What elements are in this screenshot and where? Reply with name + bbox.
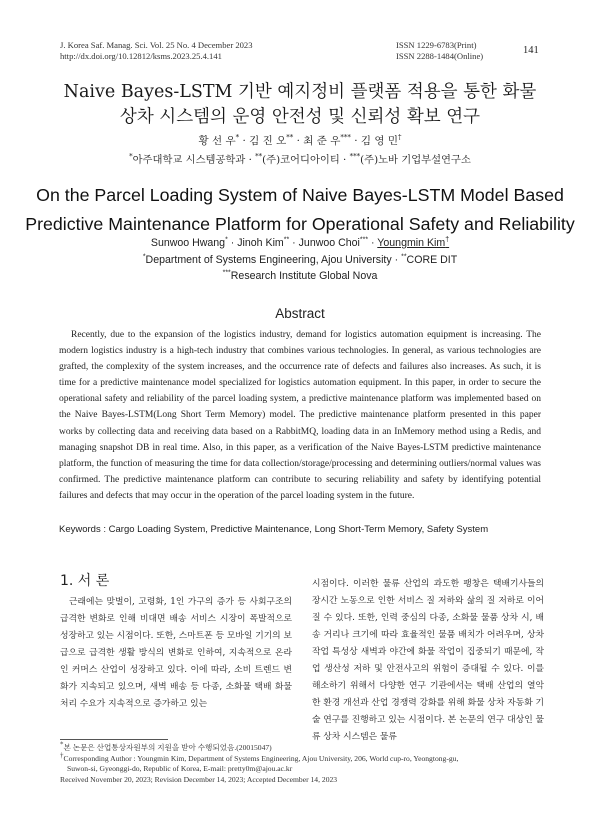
english-affiliation-2 xyxy=(0,270,600,282)
affiliation-text: (주)코어디아이티 · xyxy=(262,154,350,166)
footnote-text: Corresponding Author : Youngmin Kim, Department of Systems Engineering, Ajou University, 206, World cup-ro, Yeongtong-gu, xyxy=(63,753,459,763)
author-mark: * xyxy=(225,236,228,244)
affiliation-text: 아주대학교 시스템공학과 · xyxy=(132,154,256,166)
english-title-line2: Predictive Maintenance Platform for Operational Safety and Reliability xyxy=(25,214,575,234)
english-title-line1: On the Parcel Loading System of Naive Bayes-LSTM Model Based xyxy=(36,185,564,205)
affiliation-text: Department of Systems Engineering, Ajou University · xyxy=(145,254,402,266)
korean-affiliation xyxy=(0,151,600,166)
author-mark: ** xyxy=(283,236,290,244)
author-mark: *** xyxy=(359,236,369,244)
author-name: Youngmin Kim xyxy=(377,237,446,249)
author-mark: ** xyxy=(286,133,294,142)
issn-online: ISSN 2288-1484(Online) xyxy=(396,51,484,61)
korean-title xyxy=(0,80,600,130)
korean-title-line2: 상차 시스템의 운영 안전성 및 신뢰성 확보 연구 xyxy=(119,107,481,127)
body-right-column: 시점이다. 이러한 물류 산업의 과도한 팽창은 택배기사들의 장시간 노동으로 인한 서비스 질 저하와 삶의 질 저하로 이어질 수 있다. 또한, 인력 중심의 다종, 소화물 물품 상차 시, 배송 거리나 크기에 따라 효율적인 물품 배치가 어려우며, 상차작업 특성상 새벽과 야간에 화물 작업이 집중되기 때문에, 작업 생산성 저하 및 안전사고의 위험이 증대될 수 있다. 이를 해소하기 위해서 다양한 연구 기관에서는 택배 산업의 열악한 환경 개선과 산업 경쟁력 강화를 위해 화물 상차 자동화 기술 연구를 진행하고 있는 시점이다. 본 논문의 연구 대상인 물류 상차 시스템은 물류 xyxy=(312,579,544,742)
footnote-mark: * xyxy=(60,740,64,749)
author-name: Sunwoo Hwang xyxy=(150,237,226,249)
keywords-label: Keywords : xyxy=(59,524,106,535)
footnote-text: 본 논문은 산업통상자원부의 지원을 받아 수행되었음.(20015047) xyxy=(63,743,272,752)
affiliation-mark: * xyxy=(142,253,146,261)
author-name: 김 영 민 xyxy=(360,135,398,147)
footnotes xyxy=(60,740,544,785)
author-name: Junwoo Choi xyxy=(298,237,360,249)
english-affiliation-1 xyxy=(0,254,600,266)
abstract-body: Recently, due to the expansion of the logistics industry, demand for logistics automation equipment is increasing. The modern logistics industry is a high-tech industry that combines various technologies. In general, as various technologies are grafted, the complexity of the system increases, and the occurrence rate of defects and failures also increases. As such, it is time for a predictive maintenance model specialized for logistics automation equipment. In this paper, in order to secure the operational safety and reliability of the parcel loading system, a predictive maintenance platform was implemented based on the Naive Bayes-LSTM(Long Short Term Memory) model. The predictive maintenance platform presented in this paper works by collecting data and receiving data based on a RabbitMQ, loading data in an InMemory method using a Redis, and managing snapshot DB in real time. Also, in this paper, as a verification of the Naive Bayes-LSTM predictive maintenance platform, the function of measuring the time for data collection/storage/processing and determining outliers/normal values was confirmed. The predictive maintenance platform can contribute to securing reliability and safety by identifying potential failures and defects that may occur in the operation of the parcel loading system in the future. xyxy=(59,330,541,501)
affiliation-text: (주)노바 기업부설연구소 xyxy=(360,154,471,166)
english-title xyxy=(0,181,600,239)
author-mark: * xyxy=(235,133,240,142)
affiliation-mark: *** xyxy=(222,269,231,277)
author-name: 황 선 우 xyxy=(198,135,236,147)
english-authors: Sunwoo Hwang* · Jinoh Kim** · Junwoo Choi*** · Youngmin Kim† xyxy=(150,236,450,249)
author-mark: † xyxy=(445,236,450,244)
footnote-address: Suwon-si, Gyeonggi-do, Republic of Korea, E-mail: pretty0m@ajou.ac.kr xyxy=(67,764,293,774)
affiliation-mark: * xyxy=(129,152,133,161)
journal-header-left xyxy=(60,40,253,62)
footnote-funding xyxy=(60,740,544,754)
author-name: Jinoh Kim xyxy=(237,237,284,249)
keywords-list: Cargo Loading System, Predictive Maintenance, Long Short-Term Memory, Safety System xyxy=(108,524,489,535)
footnote-divider xyxy=(60,739,168,740)
affiliation-mark: ** xyxy=(255,152,263,161)
footnote-corresponding xyxy=(60,751,544,765)
author-mark: *** xyxy=(340,133,351,142)
affiliation-mark: ** xyxy=(401,253,407,261)
section-title: 1. 서 론 xyxy=(60,573,110,589)
abstract-heading: Abstract xyxy=(275,306,325,321)
author-name: 김 진 오 xyxy=(249,135,287,147)
author-name: 최 준 우 xyxy=(303,135,341,147)
journal-header-right xyxy=(396,40,483,62)
issn-print: ISSN 1229-6783(Print) xyxy=(396,40,477,50)
author-mark: † xyxy=(397,133,402,142)
journal-citation: J. Korea Saf. Manag. Sci. Vol. 25 No. 4 December 2023 xyxy=(60,40,253,50)
page-number: 141 xyxy=(523,45,539,56)
affiliation-text: CORE DIT xyxy=(406,254,458,266)
korean-authors: 황 선 우* · 김 진 오** · 최 준 우*** · 김 영 민† xyxy=(198,133,402,147)
affiliation-mark: *** xyxy=(349,152,361,161)
korean-title-line1: Naive Bayes-LSTM 기반 예지정비 플랫폼 적용을 통한 화물 xyxy=(63,82,537,102)
footnote-mark: † xyxy=(60,751,64,760)
corresponding-author xyxy=(377,237,449,249)
keywords xyxy=(59,522,541,537)
affiliation-text: Research Institute Global Nova xyxy=(230,270,378,282)
doi-link[interactable]: http://dx.doi.org/10.12812/ksms.2023.25.4.141 xyxy=(60,51,222,61)
body-left-column: 근래에는 맞벌이, 고령화, 1인 가구의 증가 등 사회구조의 급격한 변화로 인해 비대면 배송 서비스 시장이 폭발적으로 성장하고 있는 시점이다. 또한, 스마트폰 등 모바일 기기의 보급으로 급격한 생활 방식의 변화로 인하여, 지속적으로 온라인 커머스 산업이 성장하고 있다. 이에 따라, 소비 트렌드 변화가 지속되고 있으며, 새벽 배송 등 다종, 소화물 택배 화물 처리 수요가 지속적으로 증가하고 있는 xyxy=(60,597,292,709)
received-dates: Received November 20, 2023; Revision December 14, 2023; Accepted December 14, 2023 xyxy=(60,774,338,784)
